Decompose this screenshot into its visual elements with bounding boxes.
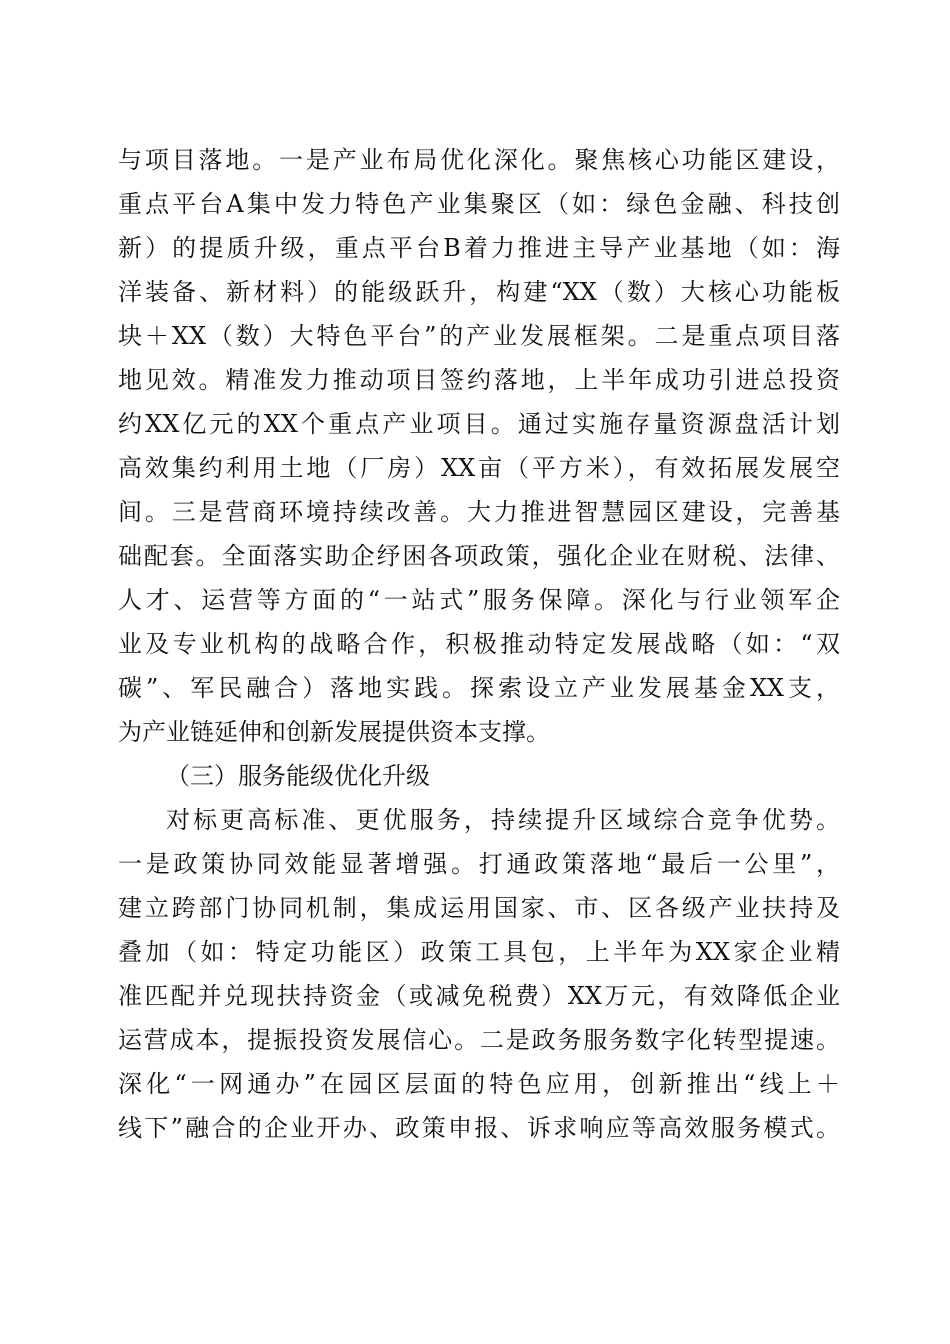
text-line: 人才、运营等方面的“一站式”服务保障。深化与行业领军企	[118, 586, 840, 614]
text-line: 深化“一网通办”在园区层面的特色应用，创新推出“线上＋	[118, 1070, 840, 1098]
text-line: 重点平台A集中发力特色产业集聚区（如：绿色金融、科技创	[118, 190, 840, 218]
text-line: 为产业链延伸和创新发展提供资本支撑。	[118, 718, 550, 746]
text-line: 碳”、军民融合）落地实践。探索设立产业发展基金XX支，	[118, 674, 840, 702]
text-line: 线下”融合的企业开办、政策申报、诉求响应等高效服务模式。	[118, 1114, 840, 1142]
text-line: 高效集约利用土地（厂房）XX亩（平方米），有效拓展发展空	[118, 454, 840, 482]
text-line: 运营成本，提振投资发展信心。二是政务服务数字化转型提速。	[118, 1026, 840, 1054]
text-line: 业及专业机构的战略合作，积极推动特定发展战略（如：“双	[118, 630, 840, 658]
text-line: 与项目落地。一是产业布局优化深化。聚焦核心功能区建设，	[118, 146, 840, 174]
section-heading: （三）服务能级优化升级	[166, 762, 430, 790]
text-line: 准匹配并兑现扶持资金（或减免税费）XX万元，有效降低企业	[118, 982, 840, 1010]
text-line: 叠加（如：特定功能区）政策工具包，上半年为XX家企业精	[118, 938, 840, 966]
text-line: 础配套。全面落实助企纾困各项政策，强化企业在财税、法律、	[118, 542, 840, 570]
text-line: 间。三是营商环境持续改善。大力推进智慧园区建设，完善基	[118, 498, 840, 526]
text-line: 新）的提质升级，重点平台B着力推进主导产业基地（如：海	[118, 234, 840, 262]
text-line: 建立跨部门协同机制，集成运用国家、市、区各级产业扶持及	[118, 894, 840, 922]
text-line: 对标更高标准、更优服务，持续提升区域综合竞争优势。	[166, 806, 840, 834]
text-line: 约XX亿元的XX个重点产业项目。通过实施存量资源盘活计划	[118, 410, 840, 438]
text-line: 地见效。精准发力推动项目签约落地，上半年成功引进总投资	[118, 366, 840, 394]
text-line: 洋装备、新材料）的能级跃升，构建“XX（数）大核心功能板	[118, 278, 840, 306]
text-line: 块＋XX（数）大特色平台”的产业发展框架。二是重点项目落	[118, 322, 840, 350]
text-line: 一是政策协同效能显著增强。打通政策落地“最后一公里”，	[118, 850, 840, 878]
